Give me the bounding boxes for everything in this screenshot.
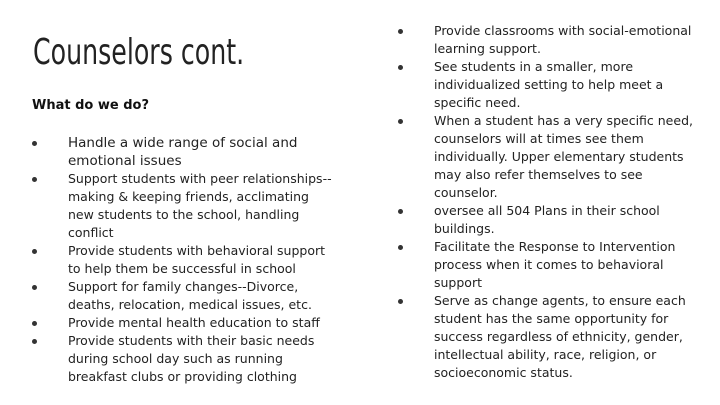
bullet-item: Provide mental health education to staff <box>32 314 332 332</box>
bullet-item: Handle a wide range of social and emotional issues <box>32 134 332 170</box>
bullet-item: Support students with peer relationships--making & keeping friends, acclimating new students to the school, handling conflict <box>32 170 332 242</box>
bullet-item: Support for family changes--Divorce, deaths, relocation, medical issues, etc. <box>32 278 332 314</box>
bullet-item: Provide classrooms with social-emotional learning support. <box>398 22 698 58</box>
bullet-item: oversee all 504 Plans in their school buildings. <box>398 202 698 238</box>
bullet-item: When a student has a very specific need, counselors will at times see them individually. Upper elementary students may also refer themselves to see counselor. <box>398 112 698 202</box>
slide-title: Counselors cont. <box>33 32 245 73</box>
bullet-item: Provide students with behavioral support to help them be successful in school <box>32 242 332 278</box>
slide-subtitle: What do we do? <box>32 98 149 113</box>
bullet-item: See students in a smaller, more individualized setting to help meet a specific need. <box>398 58 698 112</box>
bullet-item: Provide students with their basic needs during school day such as running breakfast clubs or providing clothing <box>32 332 332 386</box>
bullet-item: Facilitate the Response to Intervention process when it comes to behavioral support <box>398 238 698 292</box>
left-bullet-list <box>32 134 332 386</box>
bullet-item: Serve as change agents, to ensure each student has the same opportunity for success regardless of ethnicity, gender, intellectual ability, race, religion, or socioeconomic status. <box>398 292 698 382</box>
right-bullet-list <box>398 22 698 382</box>
